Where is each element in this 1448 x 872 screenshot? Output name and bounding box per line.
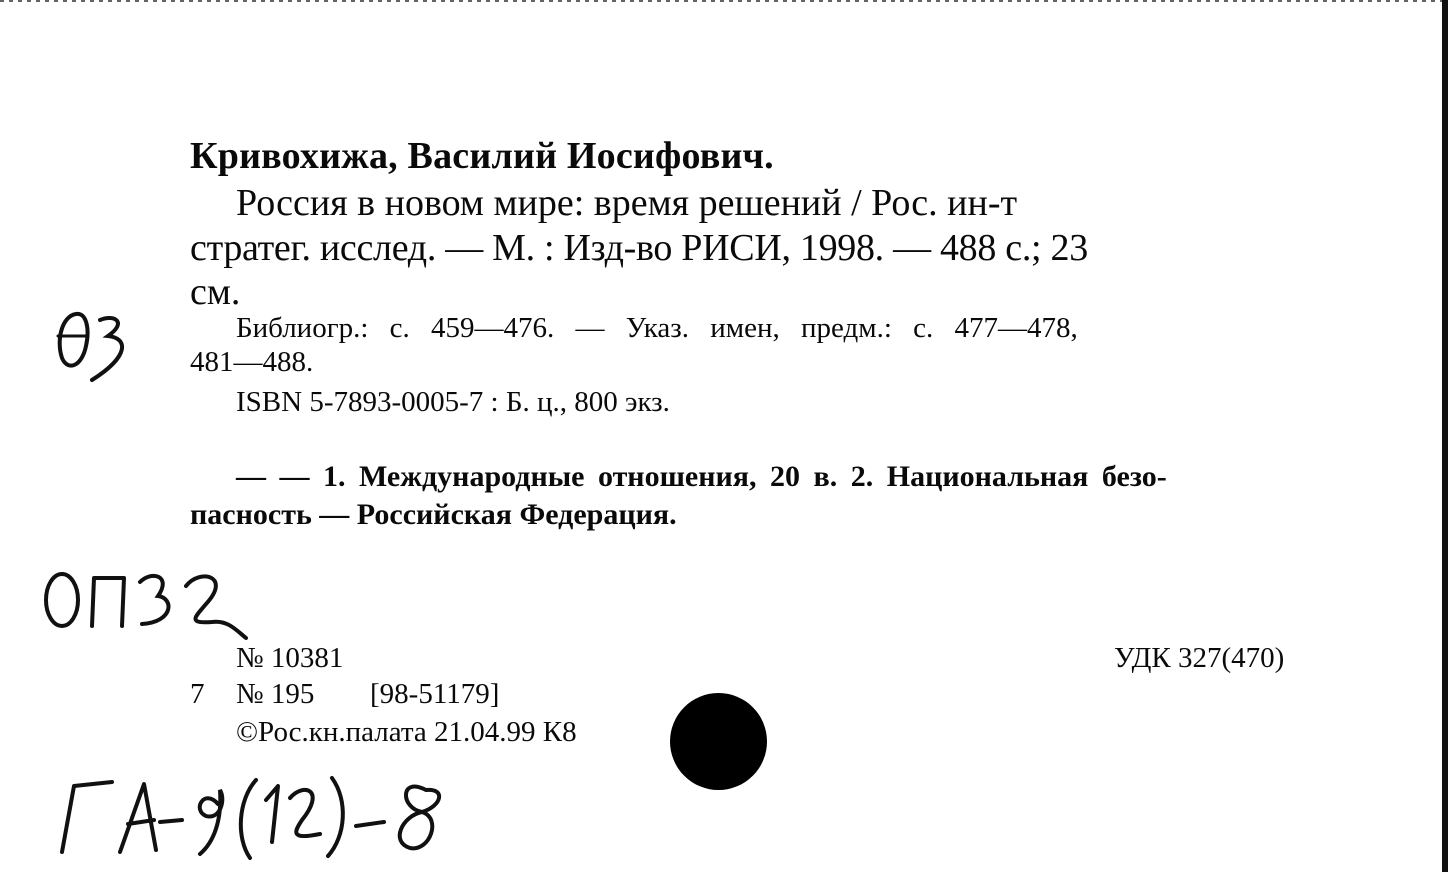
title-line-2: стратег. исслед. — М. : Изд-во РИСИ, 1998. — 488 с.; 23 [190, 227, 1088, 269]
handwritten-call-number [50, 760, 460, 860]
punch-hole [670, 693, 767, 790]
author-heading: Кривохижа, Василий Иосифович. [190, 135, 774, 177]
title-line-1-text: Россия в новом мире: время решений / Рос. ин-т [236, 182, 1018, 224]
top-edge [0, 0, 1448, 2]
card-number-prefix: 7 [190, 678, 205, 710]
card-code: [98-51179] [370, 678, 500, 710]
isbn-line: ISBN 5-7893-0005-7 : Б. ц., 800 экз. [236, 386, 670, 418]
record-number: № 10381 [236, 642, 344, 674]
handwritten-margin-mark [48, 300, 138, 390]
udk-code: УДК 327(470) [1114, 642, 1285, 674]
handwritten-shelf-mark [36, 560, 256, 650]
title-line-3: см. [190, 271, 241, 313]
card-number: № 195 [236, 678, 315, 710]
bibliography-note-line-1: Библиогр.: с. 459—476. — Указ. имен, предм.: с. 477—478, [236, 312, 1078, 344]
right-edge [1442, 0, 1448, 872]
subjects-line-1: — — 1. Международные отношения, 20 в. 2. Национальная безо- [236, 460, 1167, 493]
bibliography-note-line-2: 481—488. [190, 346, 314, 378]
copyright-line: ©Рос.кн.палата 21.04.99 К8 [236, 716, 577, 748]
subjects-line-2: пасность — Российская Федерация. [190, 498, 677, 531]
title-line-1 [236, 181, 1332, 225]
